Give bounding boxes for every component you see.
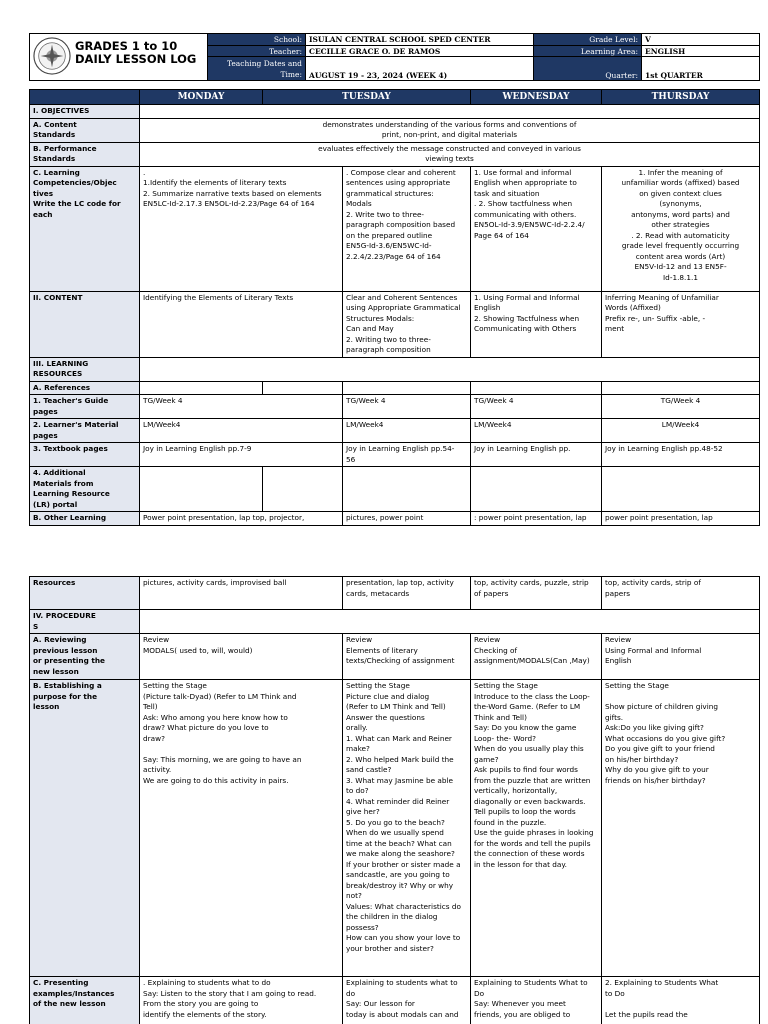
learning-resources-cell bbox=[140, 357, 760, 381]
other-wednesday: pictures, power point bbox=[343, 512, 471, 526]
tg-friday: TG/Week 4 bbox=[602, 395, 760, 419]
references-label: A. References bbox=[30, 381, 140, 395]
header-info-table bbox=[29, 33, 760, 81]
performance-standards-text: evaluates effectively the message constructed and conveyed in various viewing texts bbox=[140, 142, 760, 166]
other-monday: Power point presentation, lap top, projector, bbox=[140, 512, 343, 526]
day-tuesday: TUESDAY bbox=[263, 90, 471, 105]
additional-tuesday bbox=[263, 467, 343, 512]
dates-label-1: Teaching Dates and bbox=[226, 58, 302, 68]
references-tuesday bbox=[263, 381, 343, 395]
learning-resources-label: III. LEARNING RESOURCES bbox=[30, 357, 140, 381]
teacher-label: Teacher: bbox=[208, 46, 306, 57]
resources-label: Resources bbox=[30, 577, 140, 610]
tg-monday: TG/Week 4 bbox=[140, 395, 343, 419]
tg-thursday: TG/Week 4 bbox=[471, 395, 602, 419]
resources-wednesday: presentation, lap top, activity cards, metacards bbox=[343, 577, 471, 610]
establishing-monday: Setting the Stage (Picture talk-Dyad) (Refer to LM Think and Tell) Ask: Who among you here know how to draw? What picture do you love to draw? Say: This morning, we are going to have an activity. We are going to do this activity in pairs. bbox=[140, 680, 343, 977]
additional-wednesday bbox=[343, 467, 471, 512]
establishing-thursday: Setting the Stage Introduce to the class the Loop- the-Word Game. (Refer to LM Think and Tell) Say: Do you know the game Loop- the- Word? When do you usually play this game? Ask pupils to find four words from the puzzle that are written vertically, horizontally, diagonally or even backwards. Tell pupils to loop the words found in the puzzle. Use the guide phrases in looking for the words and tell the pupils the connection of these words in the lesson for that day. bbox=[471, 680, 602, 977]
area-label: Learning Area: bbox=[534, 46, 642, 57]
tg-wednesday: TG/Week 4 bbox=[343, 395, 471, 419]
other-learning-label: B. Other Learning bbox=[30, 512, 140, 526]
objectives-cell bbox=[140, 105, 760, 119]
resources-friday: top, activity cards, strip of papers bbox=[602, 577, 760, 610]
competencies-label: C. Learning Competencies/Objec tives Write the LC code for each bbox=[30, 166, 140, 291]
quarter-value: 1st QUARTER bbox=[642, 57, 760, 81]
references-monday bbox=[140, 381, 263, 395]
establishing-wednesday: Setting the Stage Picture clue and dialog (Refer to LM Think and Tell) Answer the questions orally. 1. What can Mark and Reiner make? 2. Who helped Mark build the sand castle? 3. What may Jasmine be able to do? 4. What reminder did Reiner give her? 5. Do you go to the beach? When do we usually spend time at the beach? What can we make along the seashore? If your brother or sister made a sandcastle, are you going to break/destroy it? Why or why not? Values: What characteristics do the children in the dialog possess? How can you show your love to your brother and sister? bbox=[343, 680, 471, 977]
textbook-monday: Joy in Learning English pp.7-9 bbox=[140, 443, 343, 467]
lm-monday: LM/Week4 bbox=[140, 419, 343, 443]
presenting-friday: 2. Explaining to Students What to Do Let the pupils read the bbox=[602, 977, 760, 1024]
dates-value: AUGUST 19 - 23, 2024 (WEEK 4) bbox=[306, 57, 534, 81]
content-label: II. CONTENT bbox=[30, 291, 140, 357]
references-friday bbox=[602, 381, 760, 395]
resources-thursday: top, activity cards, puzzle, strip of papers bbox=[471, 577, 602, 610]
establishing-friday: Setting the Stage Show picture of children giving gifts. Ask:Do you like giving gift? What occasions do you give gift? Do you give gift to your friend on his/her birthday? Why do you give gift to your friends on his/her birthday? bbox=[602, 680, 760, 977]
other-thursday: : power point presentation, lap bbox=[471, 512, 602, 526]
content-friday: Inferring Meaning of Unfamiliar Words (Affixed) Prefix re-, un- Suffix -able, - ment bbox=[602, 291, 760, 357]
title-line-1: GRADES 1 to 10 bbox=[75, 39, 178, 53]
presenting-wednesday: Explaining to students what to do Say: Our lesson for today is about modals can and bbox=[343, 977, 471, 1024]
grade-label: Grade Level: bbox=[534, 34, 642, 46]
content-monday: Identifying the Elements of Literary Texts bbox=[140, 291, 343, 357]
day-monday: MONDAY bbox=[140, 90, 263, 105]
performance-standards-label: B. Performance Standards bbox=[30, 142, 140, 166]
additional-monday bbox=[140, 467, 263, 512]
additional-thursday bbox=[471, 467, 602, 512]
additional-materials-label: 4. Additional Materials from Learning Resource (LR) portal bbox=[30, 467, 140, 512]
reviewing-label: A. Reviewing previous lesson or presenting the new lesson bbox=[30, 634, 140, 680]
textbook-wednesday: Joy in Learning English pp.54- 56 bbox=[343, 443, 471, 467]
competencies-monday: . 1.Identify the elements of literary texts 2. Summarize narrative texts based on elements EN5LC-Id-2.17.3 EN5OL-Id-2.23/Page 64 of 164 bbox=[140, 166, 343, 291]
dates-label bbox=[208, 57, 306, 81]
reviewing-thursday: Review Checking of assignment/MODALS(Can ,May) bbox=[471, 634, 602, 680]
content-wednesday: Clear and Coherent Sentences using Appropriate Grammatical Structures Modals: Can and May 2. Writing two to three- paragraph composition bbox=[343, 291, 471, 357]
lesson-log-table bbox=[29, 89, 760, 526]
references-thursday bbox=[471, 381, 602, 395]
school-label: School: bbox=[208, 34, 306, 46]
textbook-friday: Joy in Learning English pp.48-52 bbox=[602, 443, 760, 467]
references-wednesday bbox=[343, 381, 471, 395]
reviewing-friday: Review Using Formal and Informal English bbox=[602, 634, 760, 680]
day-thursday: THURSDAY bbox=[602, 90, 760, 105]
area-value: ENGLISH bbox=[642, 46, 760, 57]
lm-thursday: LM/Week4 bbox=[471, 419, 602, 443]
lm-wednesday: LM/Week4 bbox=[343, 419, 471, 443]
presenting-thursday: Explaining to Students What to Do Say: Whenever you meet friends, you are obliged to bbox=[471, 977, 602, 1024]
teachers-guide-label: 1. Teacher's Guide pages bbox=[30, 395, 140, 419]
reviewing-monday: Review MODALS( used to, will, would) bbox=[140, 634, 343, 680]
corner-cell bbox=[30, 90, 140, 105]
day-wednesday: WEDNESDAY bbox=[471, 90, 602, 105]
dates-label-2: Time: bbox=[280, 69, 302, 79]
title-line-2: DAILY LESSON LOG bbox=[75, 52, 197, 66]
presenting-monday: . Explaining to students what to do Say: Listen to the story that I am going to read. From the story you are going to identify the elements of the story. bbox=[140, 977, 343, 1024]
reviewing-wednesday: Review Elements of literary texts/Checking of assignment bbox=[343, 634, 471, 680]
quarter-label: Quarter: bbox=[534, 57, 642, 81]
lm-friday: LM/Week4 bbox=[602, 419, 760, 443]
grade-value: V bbox=[642, 34, 760, 46]
competencies-friday: 1. Infer the meaning of unfamiliar words (affixed) based on given context clues (synonyms, antonyms, word parts) and other strategies . 2. Read with automaticity grade level frequently occurring content area words (Art) EN5V-Id-12 and 13 EN5F- Id-1.8.1.1 bbox=[602, 166, 760, 291]
procedures-label: IV. PROCEDURE S bbox=[30, 610, 140, 634]
procedures-cell bbox=[140, 610, 760, 634]
resources-monday: pictures, activity cards, improvised ball bbox=[140, 577, 343, 610]
logo-cell bbox=[30, 34, 208, 81]
presenting-examples-label: C. Presenting examples/Instances of the new lesson bbox=[30, 977, 140, 1024]
additional-friday bbox=[602, 467, 760, 512]
content-standards-label: A. Content Standards bbox=[30, 118, 140, 142]
school-value: ISULAN CENTRAL SCHOOL SPED CENTER bbox=[306, 34, 534, 46]
learners-material-label: 2. Learner's Material pages bbox=[30, 419, 140, 443]
content-thursday: 1. Using Formal and Informal English 2. Showing Tactfulness when Communicating with Others bbox=[471, 291, 602, 357]
content-standards-text: demonstrates understanding of the various forms and conventions of print, non-print, and digital materials bbox=[140, 118, 760, 142]
objectives-label: I. OBJECTIVES bbox=[30, 105, 140, 119]
lesson-log-table-continued bbox=[29, 576, 760, 1024]
textbook-thursday: Joy in Learning English pp. bbox=[471, 443, 602, 467]
textbook-label: 3. Textbook pages bbox=[30, 443, 140, 467]
competencies-thursday: 1. Use formal and informal English when appropriate to task and situation . 2. Show tactfulness when communicating with others. EN5OL-Id-3.9/EN5WC-Id-2.2.4/ Page 64 of 164 bbox=[471, 166, 602, 291]
competencies-wednesday: . Compose clear and coherent sentences using appropriate grammatical structures: Modals 2. Write two to three- paragraph composition based on the prepared outline EN5G-Id-3.6/EN5WC-Id- 2.2.4/2.23/Page 64 of 164 bbox=[343, 166, 471, 291]
other-friday: power point presentation, lap bbox=[602, 512, 760, 526]
teacher-value: CECILLE GRACE O. DE RAMOS bbox=[306, 46, 534, 57]
establishing-purpose-label: B. Establishing a purpose for the lesson bbox=[30, 680, 140, 977]
